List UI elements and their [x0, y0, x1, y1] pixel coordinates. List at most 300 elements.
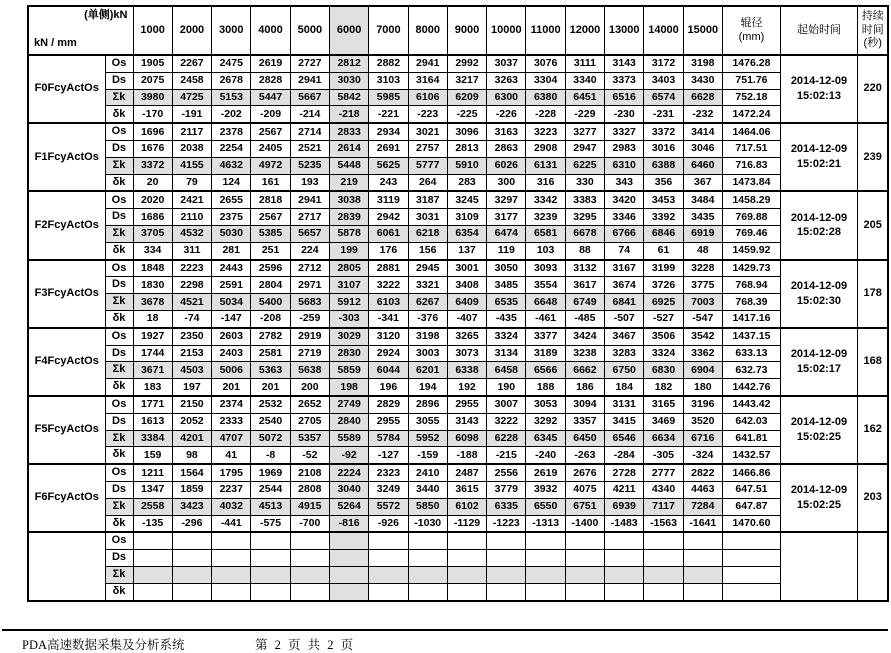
data-cell: -341 — [369, 310, 408, 327]
start-clock: 15:02:21 — [796, 158, 841, 171]
data-cell: -92 — [329, 447, 368, 464]
data-cell — [408, 550, 447, 567]
data-cell: 2934 — [369, 123, 408, 140]
group-label: F2FcyActOs — [28, 191, 105, 259]
data-cell — [526, 550, 565, 567]
data-cell: 6662 — [565, 362, 604, 379]
data-cell: 41 — [212, 447, 251, 464]
data-cell: 124 — [212, 174, 251, 191]
data-cell — [683, 583, 722, 600]
data-cell: 1795 — [212, 464, 251, 481]
data-cell: -296 — [172, 515, 211, 532]
start-date: 2014-12-09 — [790, 416, 848, 429]
data-cell: 1676 — [133, 140, 172, 157]
data-cell: 4972 — [251, 157, 290, 174]
data-cell: 5784 — [369, 430, 408, 447]
table-row — [28, 55, 888, 72]
data-cell: 3277 — [565, 123, 604, 140]
data-cell: 3073 — [447, 345, 486, 362]
data-cell: 3678 — [133, 294, 172, 311]
data-cell: 3340 — [565, 72, 604, 89]
table-row — [28, 260, 888, 277]
app-title: PDA高速数据采集及分析系统 — [22, 638, 185, 652]
data-cell: -1563 — [644, 515, 683, 532]
data-cell: 2896 — [408, 396, 447, 413]
row-type-label: δk — [105, 379, 133, 396]
data-cell: 5363 — [251, 362, 290, 379]
data-cell: 4707 — [212, 430, 251, 447]
diameter-cell: 751.76 — [722, 72, 780, 89]
data-cell: 2712 — [290, 260, 329, 277]
data-cell: 6628 — [683, 89, 722, 106]
data-cell: 201 — [251, 379, 290, 396]
data-cell: 3198 — [683, 55, 722, 72]
data-cell: 3420 — [605, 191, 644, 208]
row-type-label: Os — [105, 55, 133, 72]
data-cell: 3164 — [408, 72, 447, 89]
data-cell: 201 — [212, 379, 251, 396]
data-cell: 6102 — [447, 498, 486, 515]
data-cell: 6716 — [683, 430, 722, 447]
data-cell: 3705 — [133, 225, 172, 242]
data-cell: 2840 — [329, 413, 368, 430]
data-cell: 3453 — [644, 191, 683, 208]
data-cell: 2075 — [133, 72, 172, 89]
start-clock: 15:02:30 — [796, 294, 841, 307]
data-cell: 2812 — [329, 55, 368, 72]
data-cell: -229 — [565, 106, 604, 123]
row-type-label: Σk — [105, 89, 133, 106]
data-cell: 2521 — [290, 140, 329, 157]
data-cell: 2540 — [251, 413, 290, 430]
data-cell: -188 — [447, 447, 486, 464]
data-cell: 161 — [251, 174, 290, 191]
data-cell — [644, 566, 683, 583]
data-cell: 3239 — [526, 209, 565, 226]
data-cell: 2782 — [251, 328, 290, 345]
data-cell: 2333 — [212, 413, 251, 430]
data-cell: 4155 — [172, 157, 211, 174]
data-cell: 6103 — [369, 294, 408, 311]
data-cell: 7003 — [683, 294, 722, 311]
data-cell: 3132 — [565, 260, 604, 277]
data-cell: 2020 — [133, 191, 172, 208]
data-cell: 3120 — [369, 328, 408, 345]
data-cell: 3016 — [644, 140, 683, 157]
data-cell: 3430 — [683, 72, 722, 89]
data-cell: 6766 — [605, 225, 644, 242]
diameter-cell — [722, 566, 780, 583]
diameter-cell: 1476.28 — [722, 55, 780, 72]
data-cell: 316 — [526, 174, 565, 191]
data-cell: -215 — [487, 447, 526, 464]
row-type-label: Os — [105, 532, 133, 549]
data-cell: 3357 — [565, 413, 604, 430]
table-row — [28, 106, 888, 123]
data-cell: 3053 — [526, 396, 565, 413]
data-cell: 3467 — [605, 328, 644, 345]
data-cell: 3377 — [526, 328, 565, 345]
data-cell: 6460 — [683, 157, 722, 174]
data-cell: 3029 — [329, 328, 368, 345]
data-cell: 2150 — [172, 396, 211, 413]
data-cell: 6648 — [526, 294, 565, 311]
data-cell: 3119 — [369, 191, 408, 208]
data-cell: 6131 — [526, 157, 565, 174]
group-label: F5FcyActOs — [28, 396, 105, 464]
data-cell: 4725 — [172, 89, 211, 106]
data-cell: 3263 — [487, 72, 526, 89]
data-cell: 5842 — [329, 89, 368, 106]
data-cell: 3484 — [683, 191, 722, 208]
data-cell: 7117 — [644, 498, 683, 515]
data-cell: 6925 — [644, 294, 683, 311]
start-time-cell — [780, 123, 857, 191]
page-number-info: 第 2 页 共 2 页 — [255, 638, 356, 652]
row-type-label: Σk — [105, 294, 133, 311]
data-cell: 2955 — [447, 396, 486, 413]
data-cell: 6345 — [526, 430, 565, 447]
diameter-cell: 1458.29 — [722, 191, 780, 208]
data-cell: 6409 — [447, 294, 486, 311]
data-cell: 2955 — [369, 413, 408, 430]
diameter-cell: 641.81 — [722, 430, 780, 447]
data-cell: 3143 — [447, 413, 486, 430]
data-cell: 2254 — [212, 140, 251, 157]
data-cell — [487, 583, 526, 600]
group-label — [28, 532, 105, 600]
data-cell: 2705 — [290, 413, 329, 430]
duration-cell: 162 — [857, 396, 888, 464]
data-cell — [290, 566, 329, 583]
data-cell: 3096 — [447, 123, 486, 140]
diameter-cell: 769.46 — [722, 225, 780, 242]
data-cell: -527 — [644, 310, 683, 327]
data-cell — [447, 583, 486, 600]
data-cell: 3321 — [408, 277, 447, 294]
data-cell: 3403 — [644, 72, 683, 89]
data-cell: -209 — [251, 106, 290, 123]
diameter-cell: 1417.16 — [722, 310, 780, 327]
data-cell: 5072 — [251, 430, 290, 447]
data-cell: 2757 — [408, 140, 447, 157]
data-cell: 4503 — [172, 362, 211, 379]
data-cell: 1211 — [133, 464, 172, 481]
duration-cell: 178 — [857, 260, 888, 328]
data-cell: 79 — [172, 174, 211, 191]
data-cell: 6451 — [565, 89, 604, 106]
data-cell: 6846 — [644, 225, 683, 242]
data-cell: 6939 — [605, 498, 644, 515]
data-cell: 3932 — [526, 481, 565, 498]
data-cell: 4915 — [290, 498, 329, 515]
data-cell — [251, 583, 290, 600]
data-cell: 2567 — [251, 123, 290, 140]
data-cell: 5235 — [290, 157, 329, 174]
data-cell: 3163 — [487, 123, 526, 140]
data-cell — [526, 583, 565, 600]
data-cell: 3324 — [644, 345, 683, 362]
data-cell: 6388 — [644, 157, 683, 174]
data-cell — [329, 583, 368, 600]
data-cell: -1483 — [605, 515, 644, 532]
data-cell: 6678 — [565, 225, 604, 242]
data-cell: 159 — [133, 447, 172, 464]
data-cell — [251, 532, 290, 549]
row-type-label: δk — [105, 106, 133, 123]
data-cell: 5153 — [212, 89, 251, 106]
data-cell: 4201 — [172, 430, 211, 447]
data-cell: 2863 — [487, 140, 526, 157]
table-row — [28, 481, 888, 498]
data-cell: -461 — [526, 310, 565, 327]
row-type-label: Σk — [105, 362, 133, 379]
data-cell: 2714 — [290, 123, 329, 140]
table-row — [28, 277, 888, 294]
data-cell: 3980 — [133, 89, 172, 106]
data-cell: 6218 — [408, 225, 447, 242]
data-cell: 2881 — [369, 260, 408, 277]
data-cell: 3222 — [487, 413, 526, 430]
data-cell: 3554 — [526, 277, 565, 294]
data-cell: 3134 — [487, 345, 526, 362]
table-row — [28, 396, 888, 413]
data-cell: 5034 — [212, 294, 251, 311]
table-row — [28, 140, 888, 157]
table-row — [28, 430, 888, 447]
data-cell: 2818 — [251, 191, 290, 208]
data-cell: 367 — [683, 174, 722, 191]
data-cell — [369, 566, 408, 583]
data-cell: -324 — [683, 447, 722, 464]
data-cell: 3111 — [565, 55, 604, 72]
data-cell: 186 — [565, 379, 604, 396]
data-cell — [447, 566, 486, 583]
data-cell: 3408 — [447, 277, 486, 294]
row-type-label: Os — [105, 396, 133, 413]
data-cell: 2403 — [212, 345, 251, 362]
data-cell: 3615 — [447, 481, 486, 498]
data-cell: 2596 — [251, 260, 290, 277]
data-cell: 2614 — [329, 140, 368, 157]
data-cell — [526, 532, 565, 549]
data-cell: 4211 — [605, 481, 644, 498]
data-cell: 3485 — [487, 277, 526, 294]
data-cell — [212, 550, 251, 567]
data-cell: 219 — [329, 174, 368, 191]
data-cell: 1859 — [172, 481, 211, 498]
data-cell: 198 — [329, 379, 368, 396]
data-cell: 193 — [290, 174, 329, 191]
data-cell: 3003 — [408, 345, 447, 362]
data-cell: 3167 — [605, 260, 644, 277]
data-cell — [683, 566, 722, 583]
data-cell: 2117 — [172, 123, 211, 140]
load-column-header: 8000 — [408, 6, 447, 55]
data-cell — [605, 566, 644, 583]
duration-label-line1: 持续 — [861, 9, 884, 22]
data-cell: 199 — [329, 242, 368, 259]
data-cell: 1830 — [133, 277, 172, 294]
load-column-header: 6000 — [329, 6, 368, 55]
data-cell — [408, 583, 447, 600]
row-type-label: δk — [105, 583, 133, 600]
data-cell: 2719 — [290, 345, 329, 362]
data-cell: 2822 — [683, 464, 722, 481]
data-cell: 2691 — [369, 140, 408, 157]
data-cell: 2839 — [329, 209, 368, 226]
data-cell: 2804 — [251, 277, 290, 294]
data-cell: 182 — [644, 379, 683, 396]
row-type-label: Ds — [105, 72, 133, 89]
data-cell — [683, 532, 722, 549]
row-type-label: Ds — [105, 550, 133, 567]
data-cell: 2678 — [212, 72, 251, 89]
data-cell — [329, 566, 368, 583]
data-cell: 2350 — [172, 328, 211, 345]
group-label: F0FcyActOs — [28, 55, 105, 123]
start-date: 2014-12-09 — [790, 75, 848, 88]
group-label: F4FcyActOs — [28, 328, 105, 396]
table-row — [28, 328, 888, 345]
data-cell: -221 — [369, 106, 408, 123]
data-cell: -303 — [329, 310, 368, 327]
data-cell: 2443 — [212, 260, 251, 277]
data-cell — [369, 550, 408, 567]
data-cell: 98 — [172, 447, 211, 464]
data-cell: 5850 — [408, 498, 447, 515]
data-cell: 6841 — [605, 294, 644, 311]
data-cell: 3217 — [447, 72, 486, 89]
data-cell: 3001 — [447, 260, 486, 277]
data-cell: 6474 — [487, 225, 526, 242]
start-time-cell — [780, 328, 857, 396]
duration-cell: 239 — [857, 123, 888, 191]
data-cell: 2375 — [212, 209, 251, 226]
data-cell: 3228 — [683, 260, 722, 277]
data-cell: 3093 — [526, 260, 565, 277]
duration-column-header — [857, 6, 888, 55]
data-cell: 3542 — [683, 328, 722, 345]
table-row — [28, 583, 888, 600]
data-cell — [565, 550, 604, 567]
data-cell — [644, 550, 683, 567]
table-row — [28, 362, 888, 379]
data-cell: -232 — [683, 106, 722, 123]
data-cell: 2458 — [172, 72, 211, 89]
data-cell: 5910 — [447, 157, 486, 174]
row-type-label: δk — [105, 310, 133, 327]
data-cell: 2805 — [329, 260, 368, 277]
duration-label-line2: 时间 — [861, 23, 884, 36]
data-cell: 6546 — [605, 430, 644, 447]
data-cell: 6574 — [644, 89, 683, 106]
row-type-label: Σk — [105, 566, 133, 583]
data-cell: 5572 — [369, 498, 408, 515]
data-cell — [447, 550, 486, 567]
data-cell: 5777 — [408, 157, 447, 174]
data-cell: 3103 — [369, 72, 408, 89]
data-cell: 20 — [133, 174, 172, 191]
start-clock: 15:02:25 — [796, 499, 841, 512]
data-cell: 4532 — [172, 225, 211, 242]
data-cell: -208 — [251, 310, 290, 327]
diameter-cell: 1429.73 — [722, 260, 780, 277]
row-type-label: Ds — [105, 140, 133, 157]
data-cell: 2487 — [447, 464, 486, 481]
data-cell: -225 — [447, 106, 486, 123]
data-cell: 3245 — [447, 191, 486, 208]
data-cell: -223 — [408, 106, 447, 123]
data-cell: 1927 — [133, 328, 172, 345]
data-cell: 3165 — [644, 396, 683, 413]
data-cell: 2941 — [290, 191, 329, 208]
data-cell: 2108 — [290, 464, 329, 481]
corner-unit-label: (单侧)kN — [84, 9, 128, 21]
data-cell: -1129 — [447, 515, 486, 532]
data-cell: 1744 — [133, 345, 172, 362]
data-cell: 2619 — [526, 464, 565, 481]
data-cell — [212, 583, 251, 600]
table-row — [28, 294, 888, 311]
data-cell: 5912 — [329, 294, 368, 311]
data-cell: 2532 — [251, 396, 290, 413]
data-cell: 3249 — [369, 481, 408, 498]
data-cell: 2983 — [605, 140, 644, 157]
data-cell: 3038 — [329, 191, 368, 208]
data-cell: 2237 — [212, 481, 251, 498]
data-cell — [212, 532, 251, 549]
data-cell: -202 — [212, 106, 251, 123]
data-cell: 4032 — [212, 498, 251, 515]
data-cell: 6535 — [487, 294, 526, 311]
diameter-cell: 769.88 — [722, 209, 780, 226]
data-cell: 3342 — [526, 191, 565, 208]
data-cell — [172, 532, 211, 549]
data-cell — [133, 583, 172, 600]
data-cell: 103 — [526, 242, 565, 259]
footer-divider — [2, 629, 888, 631]
data-cell: -1030 — [408, 515, 447, 532]
data-cell: 281 — [212, 242, 251, 259]
data-cell: 3199 — [644, 260, 683, 277]
data-cell — [290, 532, 329, 549]
data-cell: 6919 — [683, 225, 722, 242]
data-cell: 3050 — [487, 260, 526, 277]
data-cell: 356 — [644, 174, 683, 191]
data-cell: -8 — [251, 447, 290, 464]
data-cell: 7284 — [683, 498, 722, 515]
data-cell — [447, 532, 486, 549]
data-cell: 4632 — [212, 157, 251, 174]
data-cell — [408, 532, 447, 549]
data-cell: 3383 — [565, 191, 604, 208]
data-cell — [212, 566, 251, 583]
data-cell: 6750 — [605, 362, 644, 379]
data-cell: 2655 — [212, 191, 251, 208]
data-cell: 2829 — [369, 396, 408, 413]
data-cell: 5030 — [212, 225, 251, 242]
data-cell: 6228 — [487, 430, 526, 447]
data-cell: 3046 — [683, 140, 722, 157]
data-cell: 2153 — [172, 345, 211, 362]
data-cell: 6566 — [526, 362, 565, 379]
data-cell: 1564 — [172, 464, 211, 481]
data-cell: 2992 — [447, 55, 486, 72]
data-cell: 3109 — [447, 209, 486, 226]
data-cell: -284 — [605, 447, 644, 464]
row-type-label: Ds — [105, 209, 133, 226]
